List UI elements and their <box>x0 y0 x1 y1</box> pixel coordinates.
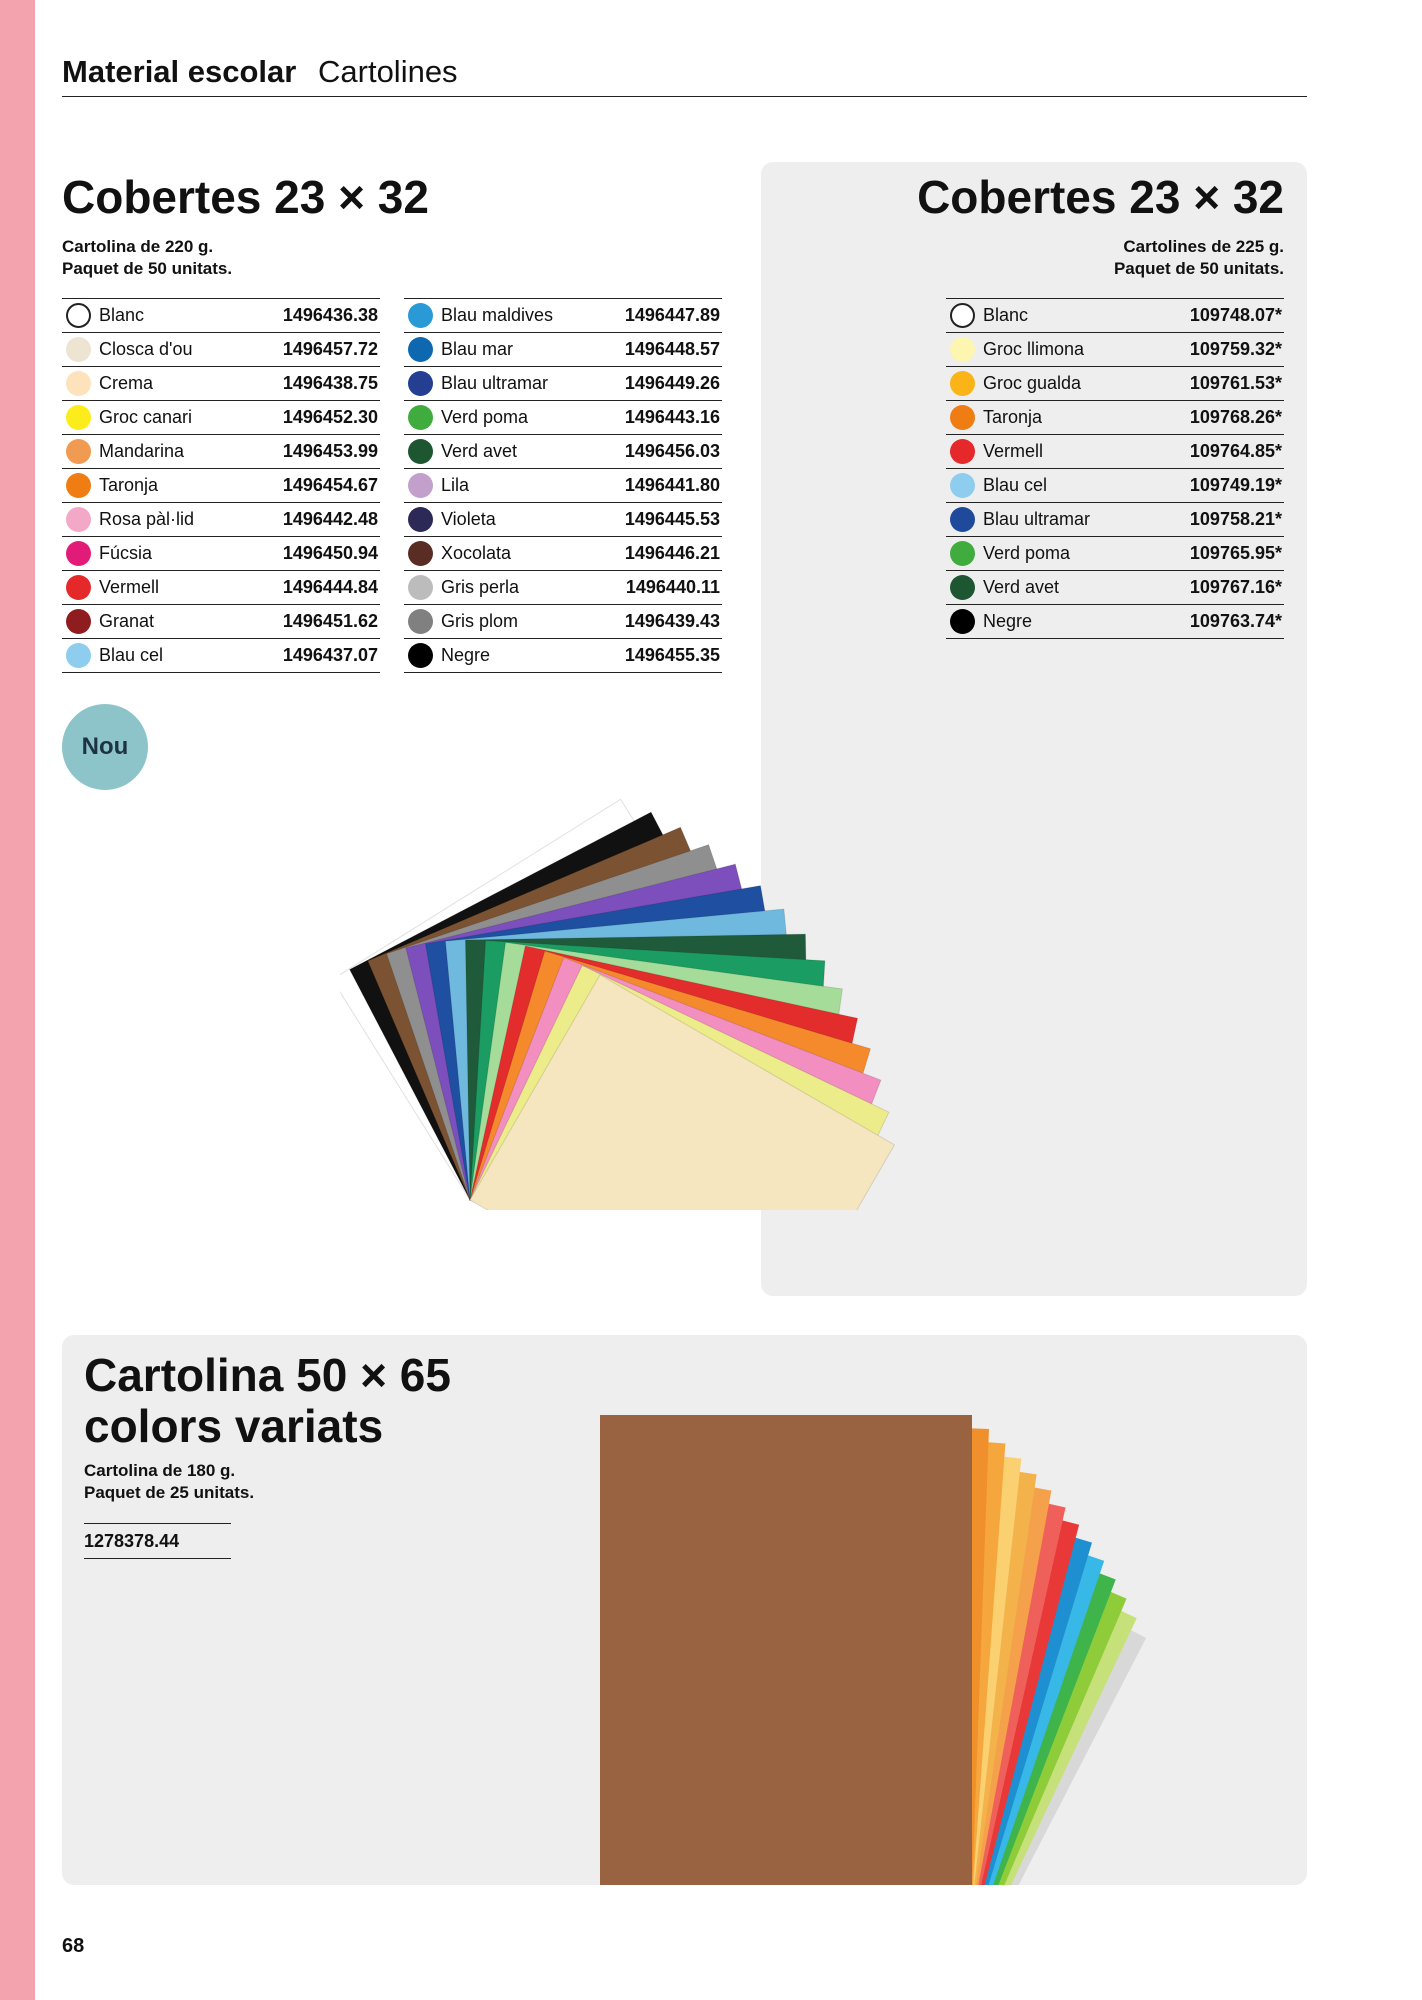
color-name: Crema <box>99 373 154 393</box>
color-code: 1496454.67 <box>282 475 378 495</box>
color-row <box>62 571 380 605</box>
swatch-dot <box>950 303 975 328</box>
swatch-dot <box>66 405 91 430</box>
color-code: 1496445.53 <box>624 509 720 529</box>
color-row <box>404 503 722 537</box>
color-code: 1496441.80 <box>624 475 720 495</box>
cardstock-fan-image <box>340 730 1140 1210</box>
swatch-dot <box>408 439 433 464</box>
subsection-title: Cartolines <box>318 54 458 89</box>
color-row <box>62 333 380 367</box>
color-name: Closca d'ou <box>99 339 193 359</box>
color-name: Negre <box>983 611 1033 631</box>
color-name: Taronja <box>99 475 159 495</box>
color-name: Vermell <box>983 441 1044 461</box>
color-code: 109759.32* <box>1189 339 1282 359</box>
color-code: 1496455.35 <box>624 645 720 665</box>
bottom-product-title <box>84 1350 451 1451</box>
color-name: Gris perla <box>441 577 520 597</box>
swatch-dot <box>408 643 433 668</box>
color-row <box>62 435 380 469</box>
color-code: 1496453.99 <box>282 441 378 461</box>
color-row <box>946 571 1284 605</box>
page-edge-strip <box>0 0 35 2000</box>
swatch-dot <box>66 507 91 532</box>
bottom-product-code: 1278378.44 <box>84 1523 231 1559</box>
swatch-dot <box>66 473 91 498</box>
left-color-table-2 <box>404 298 722 673</box>
color-code: 109768.26* <box>1189 407 1282 427</box>
swatch-dot <box>950 507 975 532</box>
right-product-pack: Paquet de 50 unitats. <box>1113 259 1284 278</box>
color-row <box>946 299 1284 333</box>
color-code: 1496456.03 <box>624 441 720 461</box>
right-product-weight: Cartolines de 225 g. <box>1123 237 1284 256</box>
color-code: 109765.95* <box>1189 543 1282 563</box>
color-row <box>946 503 1284 537</box>
color-row <box>62 639 380 673</box>
color-row <box>946 469 1284 503</box>
color-name: Groc llimona <box>983 339 1085 359</box>
bottom-product-weight: Cartolina de 180 g. <box>84 1461 236 1480</box>
color-row <box>404 605 722 639</box>
swatch-dot <box>408 371 433 396</box>
right-product-description <box>1114 236 1284 280</box>
color-row <box>946 537 1284 571</box>
color-code: 1496448.57 <box>624 339 720 359</box>
cardstock-sheet <box>600 1415 972 1885</box>
swatch-dot <box>408 473 433 498</box>
color-row <box>946 367 1284 401</box>
swatch-dot <box>950 575 975 600</box>
swatch-dot <box>950 541 975 566</box>
color-name: Mandarina <box>99 441 185 461</box>
color-code: 1496438.75 <box>282 373 378 393</box>
color-name: Groc gualda <box>983 373 1082 393</box>
swatch-dot <box>66 643 91 668</box>
color-row <box>62 367 380 401</box>
swatch-dot <box>950 439 975 464</box>
swatch-dot <box>66 371 91 396</box>
color-code: 1496436.38 <box>282 305 378 325</box>
color-code: 1496450.94 <box>282 543 378 563</box>
color-name: Verd avet <box>441 441 518 461</box>
color-code: 109764.85* <box>1189 441 1282 461</box>
color-code: 1496446.21 <box>624 543 720 563</box>
color-row <box>62 503 380 537</box>
color-code: 1496437.07 <box>282 645 378 665</box>
color-name: Taronja <box>983 407 1043 427</box>
color-code: 1496439.43 <box>624 611 720 631</box>
color-name: Blanc <box>99 305 145 325</box>
swatch-dot <box>950 473 975 498</box>
color-code: 109761.53* <box>1189 373 1282 393</box>
color-row <box>404 367 722 401</box>
swatch-dot <box>66 541 91 566</box>
color-name: Blau maldives <box>441 305 554 325</box>
swatch-dot <box>66 575 91 600</box>
swatch-dot <box>950 609 975 634</box>
bottom-product-pack: Paquet de 25 unitats. <box>84 1483 255 1502</box>
swatch-dot <box>66 303 91 328</box>
color-row <box>62 299 380 333</box>
color-code: 109763.74* <box>1189 611 1282 631</box>
swatch-dot <box>66 337 91 362</box>
color-name: Blau cel <box>983 475 1048 495</box>
large-cardstock-stack-image <box>580 1300 1180 1885</box>
left-product-title: Cobertes 23 × 32 <box>62 171 429 223</box>
right-color-table <box>946 298 1284 639</box>
color-name: Blau ultramar <box>983 509 1091 529</box>
color-row <box>946 605 1284 639</box>
swatch-dot <box>408 541 433 566</box>
swatch-dot <box>408 609 433 634</box>
bottom-title-line1: Cartolina 50 × 65 <box>84 1349 451 1401</box>
color-name: Vermell <box>99 577 160 597</box>
swatch-dot <box>950 405 975 430</box>
color-row <box>946 333 1284 367</box>
color-name: Granat <box>99 611 155 631</box>
color-row <box>404 571 722 605</box>
color-row <box>404 537 722 571</box>
color-code: 1496452.30 <box>282 407 378 427</box>
color-name: Verd poma <box>983 543 1071 563</box>
color-name: Blau ultramar <box>441 373 549 393</box>
color-row <box>404 299 722 333</box>
section-title: Material escolar <box>62 54 297 89</box>
swatch-dot <box>408 507 433 532</box>
color-name: Lila <box>441 475 470 495</box>
color-name: Blau cel <box>99 645 164 665</box>
color-code: 1496447.89 <box>624 305 720 325</box>
color-code: 1496451.62 <box>282 611 378 631</box>
color-row <box>62 537 380 571</box>
color-row <box>62 469 380 503</box>
color-code: 109758.21* <box>1189 509 1282 529</box>
color-name: Blanc <box>983 305 1029 325</box>
color-name: Fúcsia <box>99 543 153 563</box>
color-code: 1496442.48 <box>282 509 378 529</box>
color-name: Verd avet <box>983 577 1060 597</box>
color-code: 1496457.72 <box>282 339 378 359</box>
left-product-weight: Cartolina de 220 g. <box>62 237 214 256</box>
color-row <box>404 639 722 673</box>
left-color-table-1 <box>62 298 380 673</box>
color-name: Gris plom <box>441 611 519 631</box>
color-name: Violeta <box>441 509 496 529</box>
color-name: Blau mar <box>441 339 514 359</box>
color-code: 1496449.26 <box>624 373 720 393</box>
swatch-dot <box>66 439 91 464</box>
color-name: Verd poma <box>441 407 529 427</box>
color-code: 1496440.11 <box>625 577 720 597</box>
color-row <box>404 469 722 503</box>
color-row <box>404 333 722 367</box>
color-name: Negre <box>441 645 491 665</box>
color-name: Groc canari <box>99 407 193 427</box>
color-row <box>404 435 722 469</box>
bottom-product-description <box>84 1460 254 1504</box>
left-product-description <box>62 236 232 280</box>
new-badge: Nou <box>62 704 148 790</box>
bottom-title-line2: colors variats <box>84 1399 384 1452</box>
swatch-dot <box>408 405 433 430</box>
color-row <box>946 401 1284 435</box>
page-number: 68 <box>62 1935 85 1957</box>
color-row <box>404 401 722 435</box>
color-code: 109749.19* <box>1189 475 1282 495</box>
color-code: 1496443.16 <box>624 407 720 427</box>
left-product-pack: Paquet de 50 unitats. <box>62 259 233 278</box>
color-code: 109748.07* <box>1189 305 1282 325</box>
swatch-dot <box>950 371 975 396</box>
color-row <box>946 435 1284 469</box>
page-header <box>62 48 1307 97</box>
color-row <box>62 605 380 639</box>
swatch-dot <box>66 609 91 634</box>
color-row <box>62 401 380 435</box>
color-code: 109767.16* <box>1189 577 1282 597</box>
swatch-dot <box>950 337 975 362</box>
color-code: 1496444.84 <box>282 577 378 597</box>
swatch-dot <box>408 575 433 600</box>
swatch-dot <box>408 303 433 328</box>
right-product-title: Cobertes 23 × 32 <box>917 171 1284 223</box>
swatch-dot <box>408 337 433 362</box>
color-name: Xocolata <box>441 543 512 563</box>
color-name: Rosa pàl·lid <box>99 509 195 529</box>
